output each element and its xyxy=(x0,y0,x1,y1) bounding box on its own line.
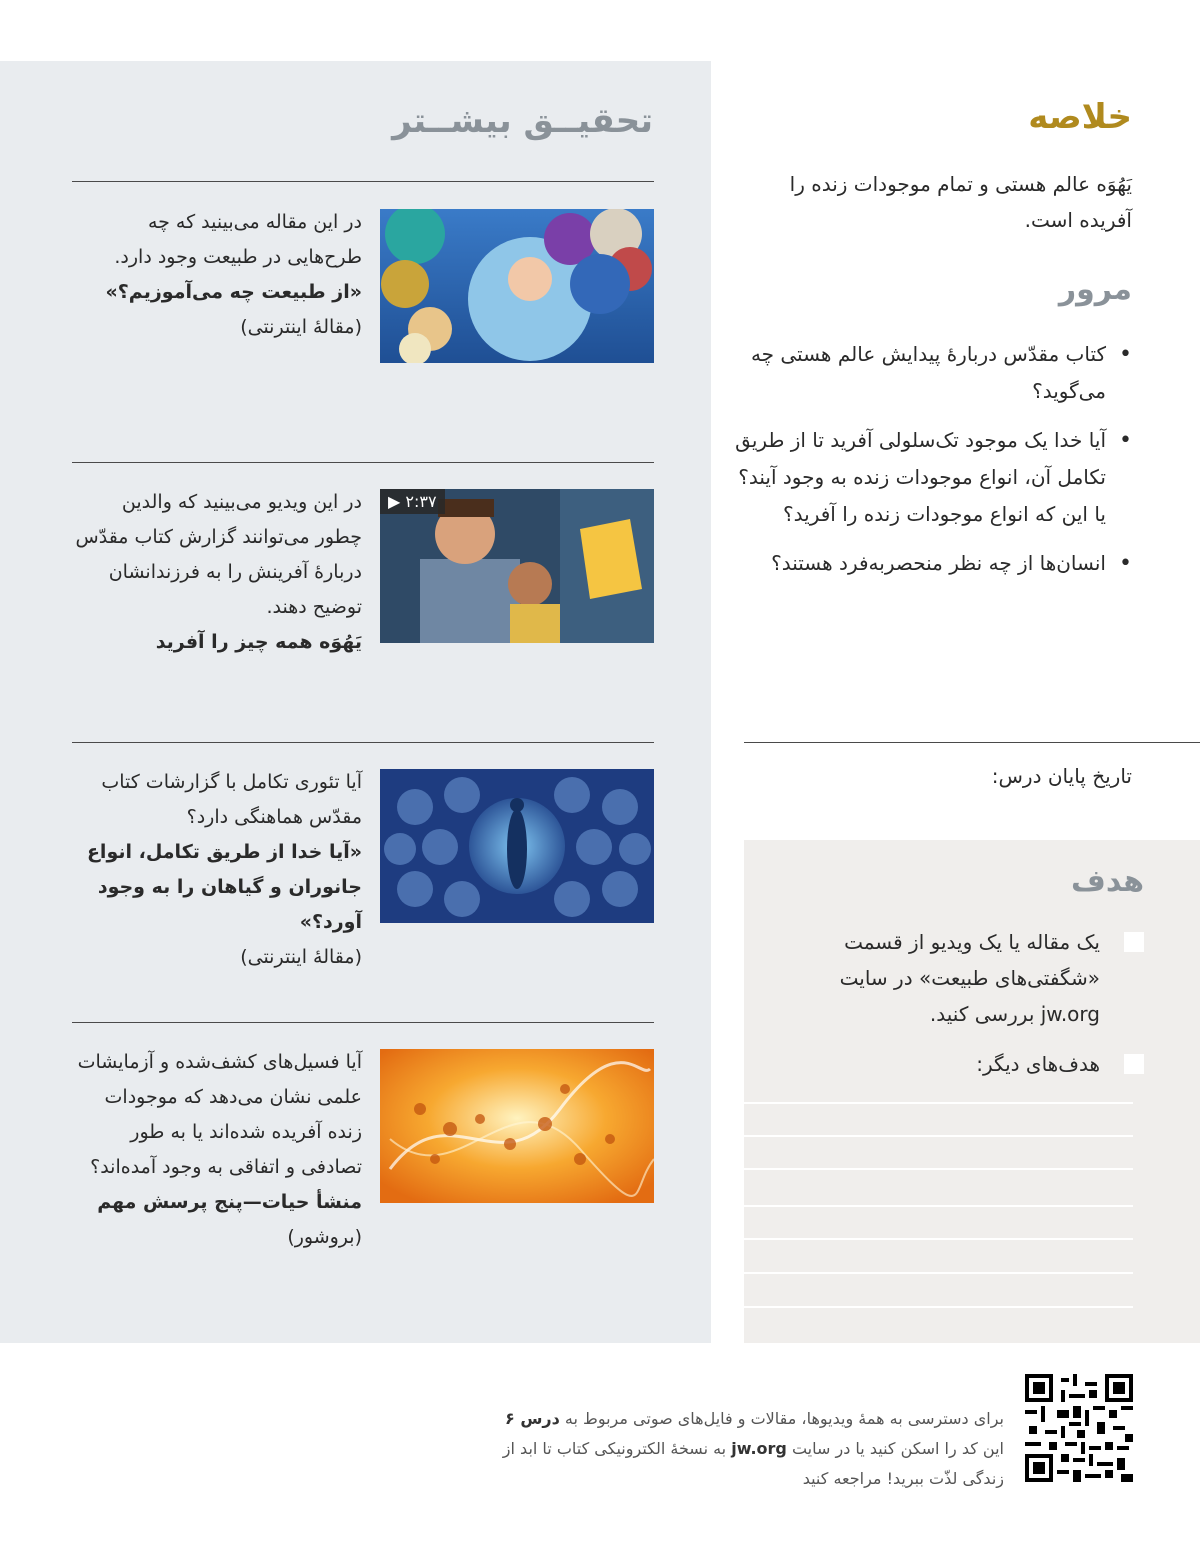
divider xyxy=(72,1022,654,1023)
divider xyxy=(72,181,654,182)
divider xyxy=(72,742,654,743)
research-item-title[interactable]: یَهُوَه همه چیز را آفرید xyxy=(155,631,362,653)
nature-designs-thumbnail[interactable] xyxy=(380,209,654,363)
goal-panel xyxy=(744,840,1200,1343)
review-question: • کتاب مقدّس دربارهٔ پیدایش عالم هستی چه می‌گوید؟ xyxy=(732,336,1132,410)
research-item-text xyxy=(72,205,362,345)
checkbox[interactable] xyxy=(1124,1054,1144,1074)
research-item-evolution[interactable] xyxy=(72,769,654,969)
completion-date-label: تاریخ پایان درس: xyxy=(991,764,1132,788)
divider xyxy=(744,742,1200,743)
footer-site-link[interactable]: jw.org xyxy=(731,1439,787,1458)
research-item-note: (مقالهٔ اینترنتی) xyxy=(240,946,362,968)
research-item-title[interactable]: «از طبیعت چه می‌آموزیم؟» xyxy=(105,281,362,303)
research-item-text xyxy=(72,765,362,975)
research-item-note: (بروشور) xyxy=(287,1226,362,1248)
research-item-title[interactable]: منشأ حیات—پنج پرسش مهم xyxy=(97,1191,362,1213)
research-item-text xyxy=(72,1045,362,1255)
goal-item-text: هدف‌های دیگر: xyxy=(976,1052,1100,1076)
research-item-nature[interactable] xyxy=(72,209,654,409)
video-duration: ▶ ۲:۳۷ xyxy=(380,489,445,514)
footer-lesson: درس ۶ xyxy=(504,1409,560,1428)
research-title: تحقیــق بیشــتر xyxy=(392,101,653,141)
review-title: مرور xyxy=(1058,272,1132,307)
origin-of-life-thumbnail[interactable] xyxy=(380,1049,654,1203)
review-list xyxy=(732,336,1132,594)
goal-item-other[interactable] xyxy=(804,1046,1144,1082)
write-line[interactable] xyxy=(744,1306,1133,1308)
footer-line3: به نسخهٔ الکترونیکی کتاب تا ابد از زندگی لذّت ببرید! مراجعه کنید xyxy=(502,1439,1004,1488)
research-item-desc: آیا فسیل‌های کشف‌شده و آزمایشات علمی نشان می‌دهد که موجودات زنده آفریده شده‌اند یا به طور تصادفی و اتفاقی به وجود آمده‌اند؟ xyxy=(77,1051,362,1178)
write-line[interactable] xyxy=(744,1135,1133,1137)
write-line[interactable] xyxy=(744,1102,1133,1104)
goal-item-text: یک مقاله یا یک ویدیو از قسمت «شگفتی‌های طبیعت» در سایت jw.org بررسی کنید. xyxy=(839,930,1100,1026)
research-item-desc: در این مقاله می‌بینید که چه طرح‌هایی در طبیعت وجود دارد. xyxy=(114,211,362,268)
summary-text: یَهُوَه عالم هستی و تمام موجودات زنده را آفریده است. xyxy=(789,172,1132,232)
goal-item-article[interactable] xyxy=(804,924,1144,1032)
divider xyxy=(72,462,654,463)
summary-title: خلاصه xyxy=(1028,97,1132,137)
research-item-text xyxy=(72,485,362,660)
research-item-desc: در این ویدیو می‌بینید که والدین چطور می‌توانند گزارش کتاب مقدّس دربارهٔ آفرینش را به فرزندانشان توضیح دهند. xyxy=(75,491,362,618)
research-item-video[interactable] xyxy=(72,489,654,689)
checkbox[interactable] xyxy=(1124,932,1144,952)
footer-line2: این کد را اسکن کنید یا در سایت xyxy=(786,1439,1004,1458)
research-item-desc: آیا تئوری تکامل با گزارشات کتاب مقدّس هماهنگی دارد؟ xyxy=(101,771,362,828)
goal-title: هدف xyxy=(1071,864,1144,899)
write-line[interactable] xyxy=(744,1272,1133,1274)
review-question: • انسان‌ها از چه نظر منحصربه‌فرد هستند؟ xyxy=(732,545,1132,582)
qr-code-icon[interactable] xyxy=(1025,1374,1133,1482)
review-question: • آیا خدا یک موجود تک‌سلولی آفرید تا از طریق تکامل آن، انواع موجودات زنده به وجود آیند؟ یا این که انواع موجودات زنده را آفرید؟ xyxy=(732,422,1132,533)
video-thumbnail[interactable] xyxy=(380,489,654,643)
write-line[interactable] xyxy=(744,1238,1133,1240)
research-item-title[interactable]: «آیا خدا از طریق تکامل، انواع جانوران و گیاهان را به وجود آورد؟» xyxy=(86,841,362,933)
write-line[interactable] xyxy=(744,1168,1133,1170)
further-research-panel xyxy=(0,61,711,1343)
evolution-thumbnail[interactable] xyxy=(380,769,654,923)
footer-line1: برای دسترسی به همهٔ ویدیوها، مقالات و فایل‌های صوتی مربوط به xyxy=(564,1409,1004,1428)
footer-text xyxy=(480,1404,1004,1494)
write-line[interactable] xyxy=(744,1205,1133,1207)
research-item-note: (مقالهٔ اینترنتی) xyxy=(240,316,362,338)
research-item-origin-of-life[interactable] xyxy=(72,1049,654,1249)
